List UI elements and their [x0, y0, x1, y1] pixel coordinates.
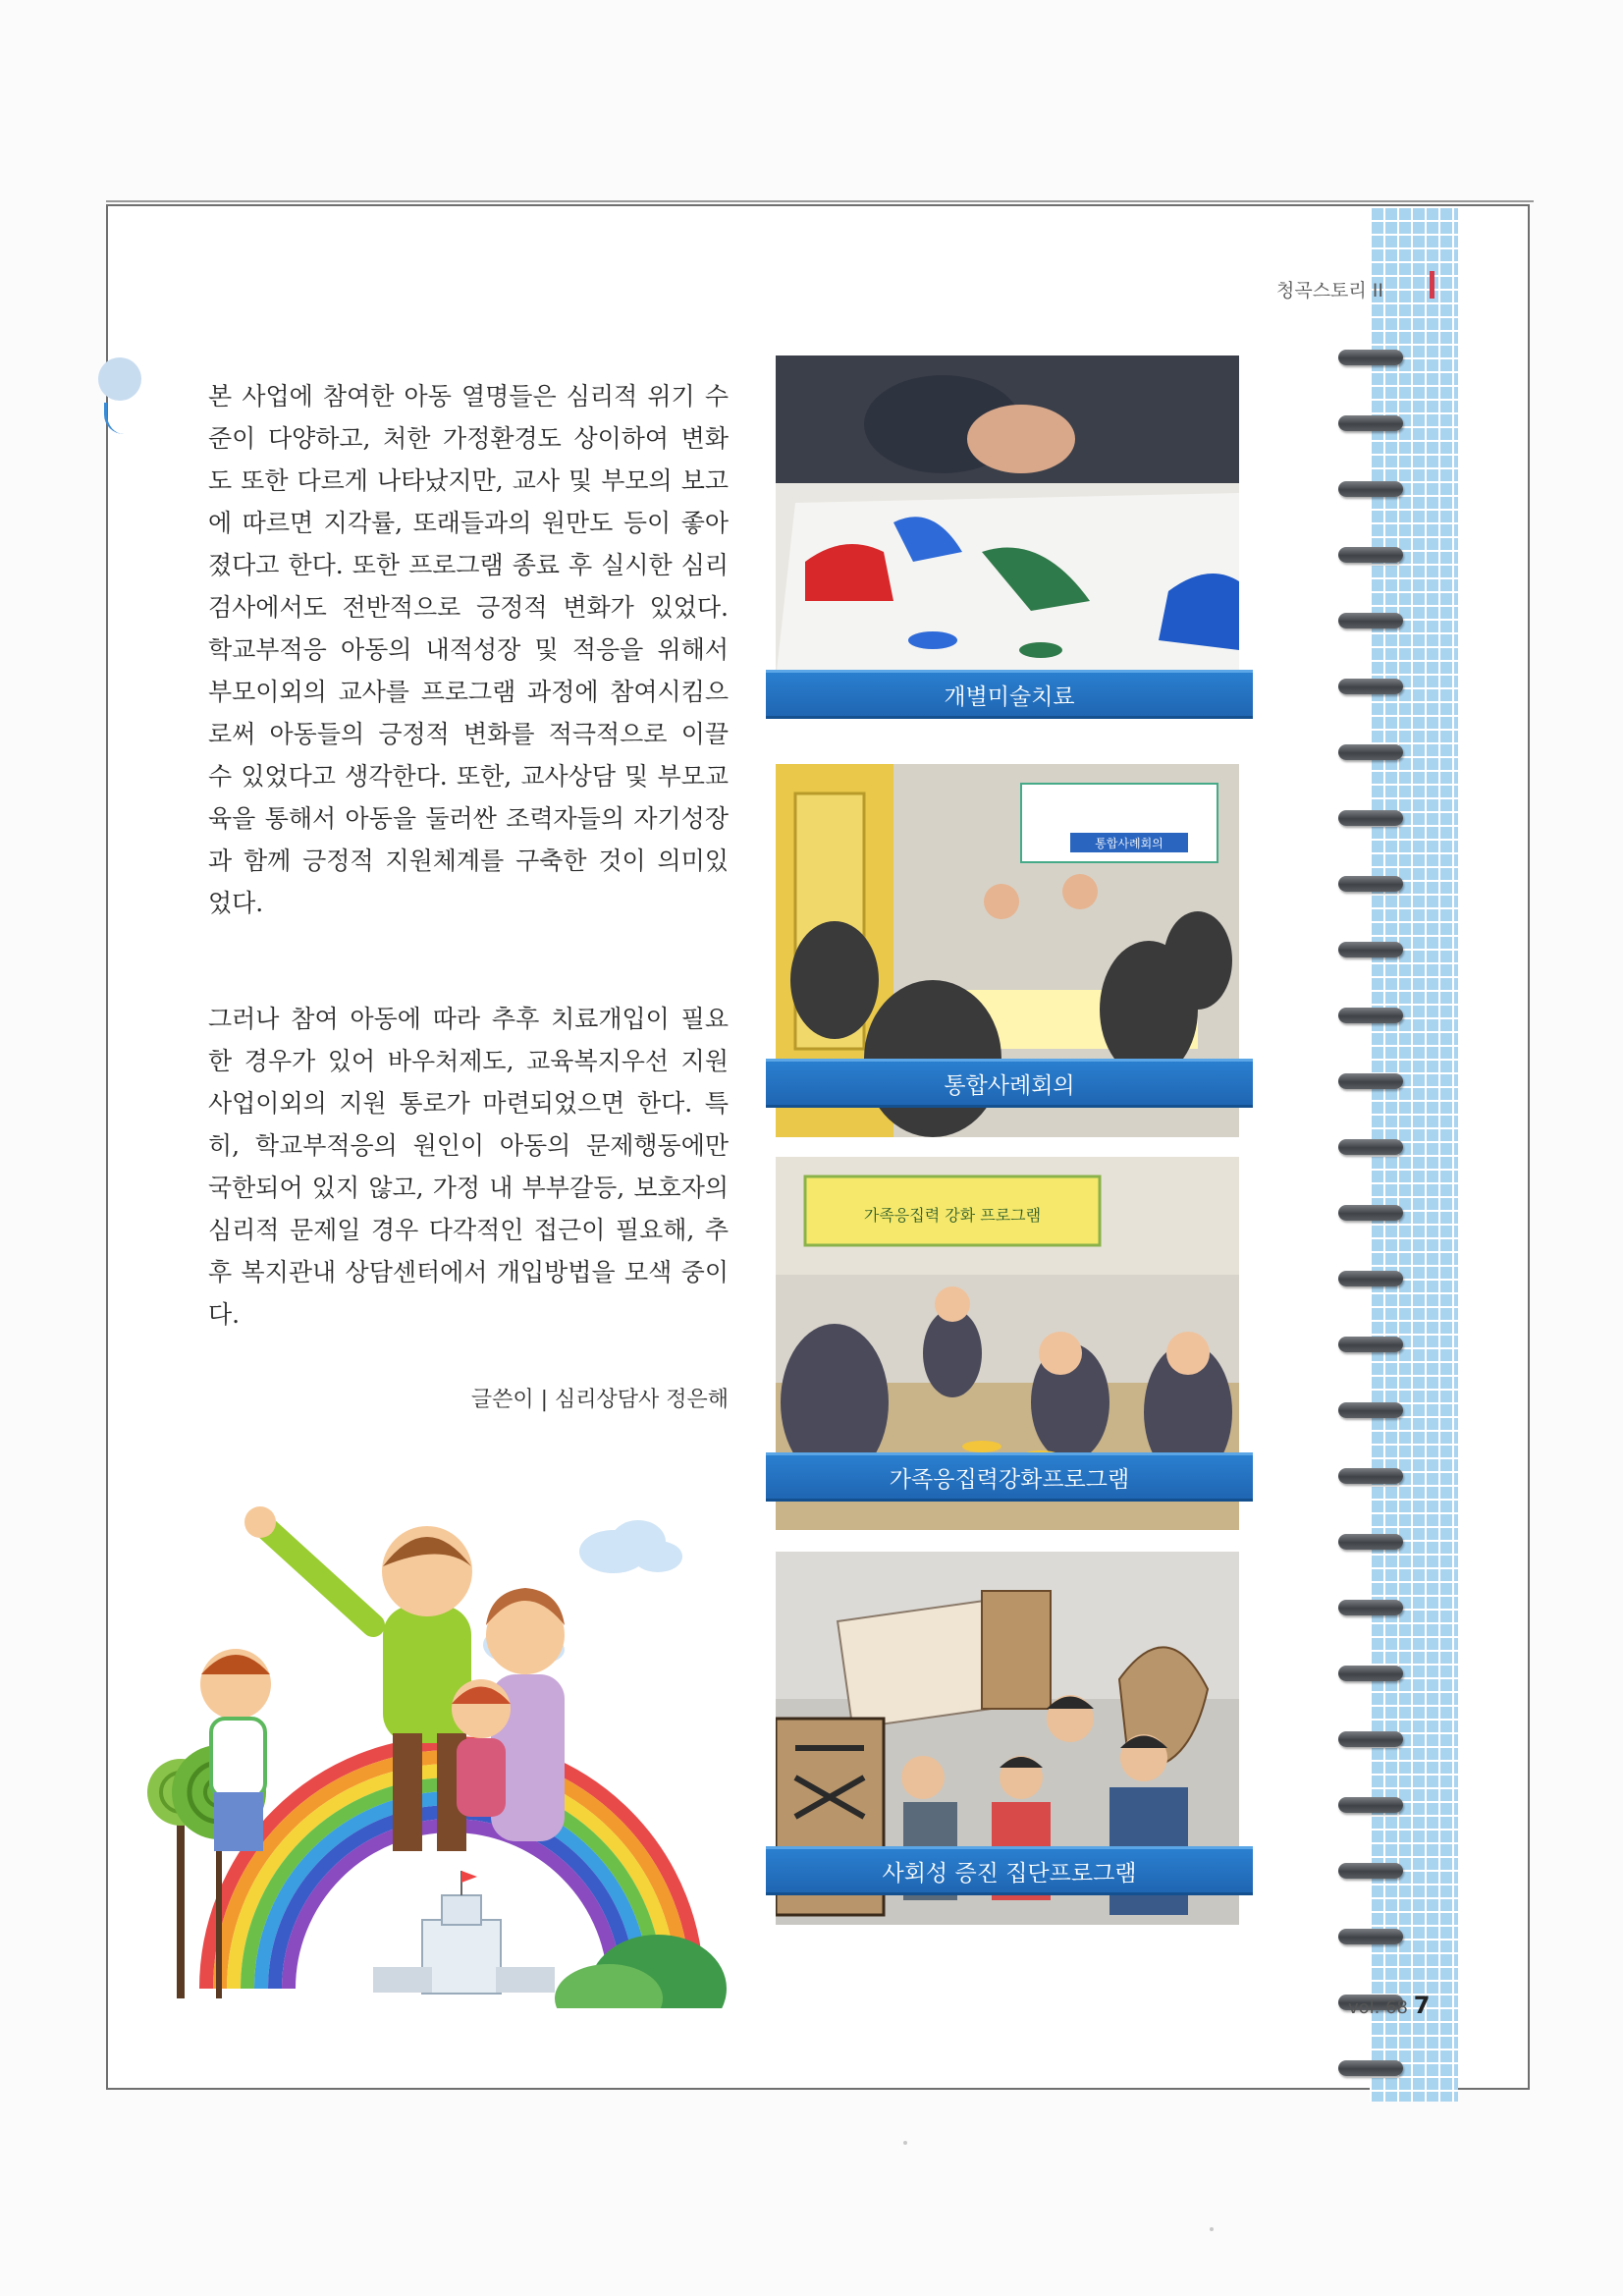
binder-ring [1338, 613, 1403, 629]
scan-speck [903, 2141, 907, 2145]
binder-ring [1338, 1863, 1403, 1879]
page-frame-top-line [106, 200, 1534, 202]
binder-ring [1338, 1008, 1403, 1023]
photo-art-therapy [776, 355, 1239, 680]
binder-ring [1338, 1337, 1403, 1352]
photo-caption-1: 개별미술치료 [766, 670, 1253, 719]
binder-ring [1338, 1073, 1403, 1089]
photo-caption-3: 가족응집력강화프로그램 [766, 1452, 1253, 1502]
binder-ring [1338, 1929, 1403, 1944]
binder-ring [1338, 876, 1403, 892]
family-rainbow-illustration [147, 1498, 756, 2008]
article-paragraph-2: 그러나 참여 아동에 따라 추후 치료개입이 필요한 경우가 있어 바우처제도, 교육복지우선 지원사업이외의 지원 통로가 마련되었으면 한다. 특히, 학교부적응의 원인이 아동의 문제행동에만 국한되어 있지 않고, 가정 내 부부갈등, 보호자의 심리적 문제일 경우 다각적인 접근이 필요해, 추후 복지관내 상담센터에서 개입방법을 모색 중이다. [208, 1005, 729, 1329]
binder-ring [1338, 1600, 1403, 1615]
binder-ring [1338, 1797, 1403, 1813]
scan-speck [1210, 2227, 1214, 2231]
page-footer [1348, 1992, 1430, 2019]
photo-caption-2: 통합사례회의 [766, 1059, 1253, 1108]
binder-ring [1338, 1534, 1403, 1550]
binder-ring [1338, 1666, 1403, 1681]
author-byline: 글쓴이 | 심리상담사 정은해 [470, 1388, 729, 1412]
binder-ring [1338, 481, 1403, 497]
section-marker [1430, 271, 1434, 299]
binder-ring [1338, 679, 1403, 694]
photo-caption-4: 사회성 증진 집단프로그램 [766, 1846, 1253, 1895]
vol-label: vol. 68 [1348, 1997, 1409, 2018]
binder-ring [1338, 1468, 1403, 1484]
binder-ring [1338, 1205, 1403, 1221]
binder-ring [1338, 547, 1403, 563]
binder-ring [1338, 350, 1403, 365]
binder-ring [1338, 2060, 1403, 2076]
article-paragraph-1: 본 사업에 참여한 아동 열명들은 심리적 위기 수준이 다양하고, 처한 가정환경도 상이하여 변화도 또한 다르게 나타났지만, 교사 및 부모의 보고에 따르면 지각률, 또래들과의 원만도 등이 좋아졌다고 한다. 또한 프로그램 종료 후 실시한 심리검사에서도 전반적으로 긍정적 변화가 있었다. 학교부적응 아동의 내적성장 및 적응을 위해서 부모이외의 교사를 프로그램 과정에 참여시킴으로써 아동들의 긍정적 변화를 적극적으로 이끌 수 있었다고 생각한다. 또한, 교사상담 및 부모교육을 통해서 아동을 둘러싼 조력자들의 자기성장과 함께 긍정적 지원체계를 구축한 것이 의미있었다. [208, 382, 729, 917]
binder-ring [1338, 942, 1403, 957]
page-number: 7 [1413, 1992, 1431, 2019]
binder-ring [1338, 810, 1403, 826]
binder-ring [1338, 1139, 1403, 1155]
binder-ring [1338, 415, 1403, 431]
section-title: 청곡스토리 II [1276, 280, 1384, 301]
binder-ring [1338, 1271, 1403, 1286]
binder-ring [1338, 744, 1403, 760]
banner-title-case: 통합사례회의 [1095, 837, 1163, 850]
banner-title-family: 가족응집력 강화 프로그램 [863, 1206, 1042, 1225]
binder-ring [1338, 1731, 1403, 1747]
binder-ring [1338, 1402, 1403, 1418]
decorative-circle [98, 357, 141, 401]
